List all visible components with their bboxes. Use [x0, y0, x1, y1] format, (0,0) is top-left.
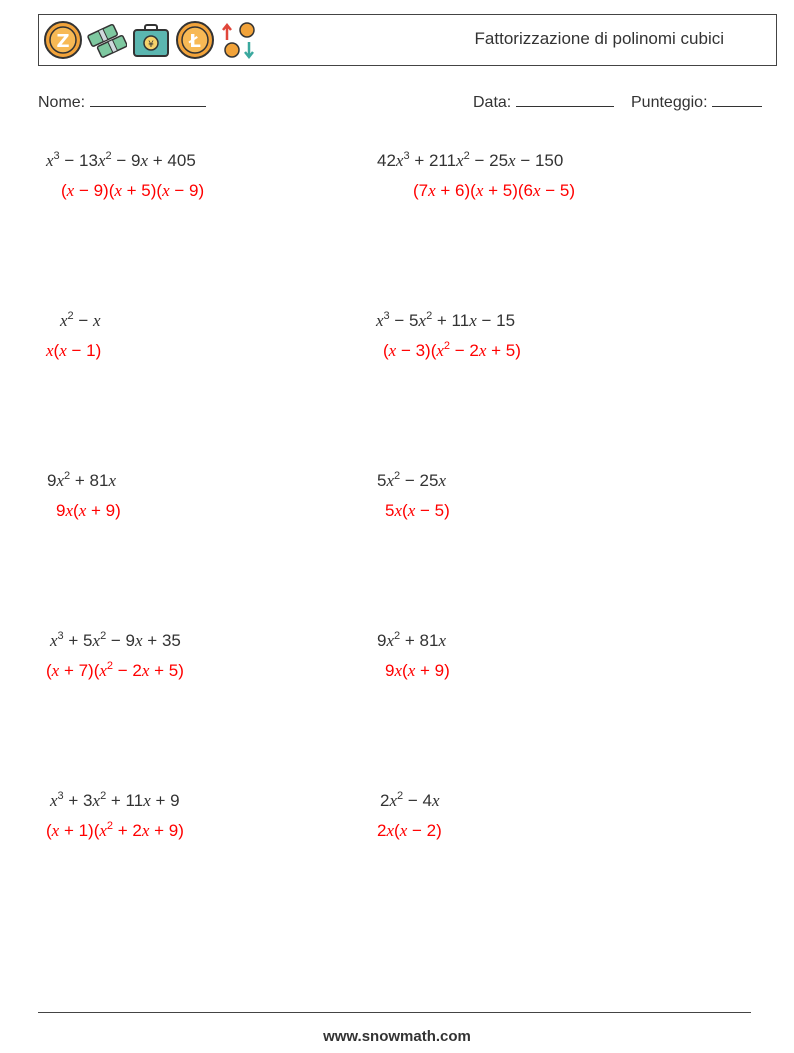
problem-1: $x^3 - 13x^2 - 9x + 405$ [46, 150, 196, 170]
cash-bundle-icon [87, 20, 127, 60]
name-blank[interactable] [90, 92, 206, 107]
problem-3: $x^2 - x$ [60, 310, 101, 330]
answer-5: 9x(x + 9) [56, 501, 121, 520]
answer-1: (x − 9)(x + 5)(x − 9) [61, 181, 205, 200]
svg-text:¥: ¥ [148, 40, 154, 50]
zcash-coin-icon [43, 20, 83, 60]
worksheet-title: Fattorizzazione di polinomi cubici [474, 29, 724, 48]
name-label: Nome: [38, 94, 86, 111]
answer-3: x(x − 1) [46, 341, 102, 360]
svg-text:Z: Z [56, 31, 70, 52]
problem-5: $9x^2 + 81x$ [47, 470, 116, 490]
answer-10: 2x(x − 2) [377, 821, 442, 840]
problem-2: $42x^3 + 211x^2 - 25x - 150$ [377, 150, 564, 170]
problem-6: $5x^2 - 25x$ [377, 470, 446, 490]
footer-divider [38, 1012, 751, 1013]
worksheet-header [38, 14, 777, 66]
problem-9: $x^3 + 3x^2 + 11x + 9$ [50, 790, 180, 810]
date-field [473, 92, 614, 112]
answer-7: $(x + 7)(x^2 - 2x + 5)$ [46, 660, 184, 680]
score-blank[interactable] [712, 92, 762, 107]
problem-4: $x^3 - 5x^2 + 11x - 15$ [376, 310, 516, 330]
footer-url[interactable]: www.snowmath.com [323, 1028, 471, 1045]
svg-text:Ł: Ł [189, 31, 201, 52]
name-field [38, 92, 206, 112]
header-icons [43, 20, 259, 60]
date-blank[interactable] [516, 92, 614, 107]
currency-exchange-icon [219, 20, 259, 60]
problem-8: $9x^2 + 81x$ [377, 630, 446, 650]
score-label: Punteggio: [631, 94, 708, 111]
answer-2: (7x + 6)(x + 5)(6x − 5) [413, 181, 576, 200]
date-label: Data: [473, 94, 512, 111]
answer-8: 9x(x + 9) [385, 661, 450, 680]
problem-10: $2x^2 - 4x$ [380, 790, 440, 810]
litecoin-coin-icon [175, 20, 215, 60]
money-suitcase-icon [131, 20, 171, 60]
problem-7: $x^3 + 5x^2 - 9x + 35$ [50, 630, 181, 650]
answer-4: $(x - 3)(x^2 - 2x + 5)$ [383, 340, 521, 360]
answer-6: 5x(x − 5) [385, 501, 450, 520]
answer-9: $(x + 1)(x^2 + 2x + 9)$ [46, 820, 184, 840]
score-field [631, 92, 762, 112]
